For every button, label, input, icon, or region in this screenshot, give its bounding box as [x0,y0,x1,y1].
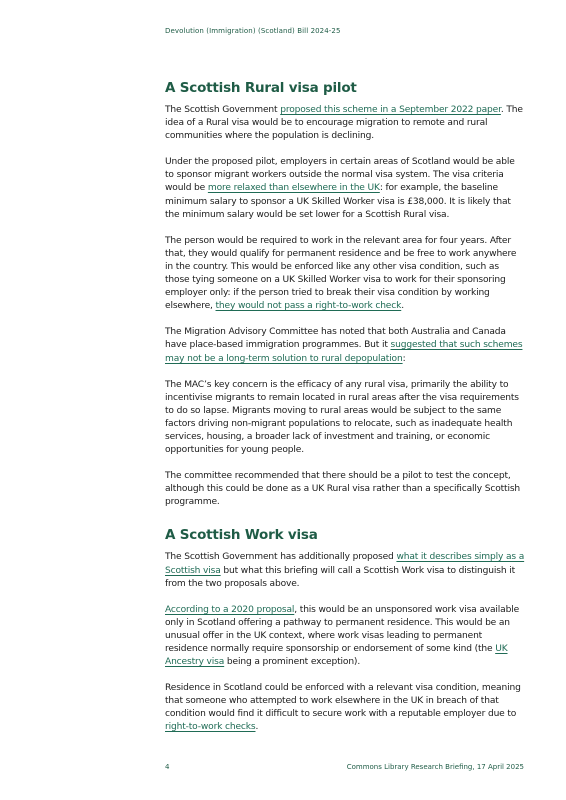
link-right-to-work-checks[interactable]: right-to-work checks [165,722,256,733]
paragraph: Residence in Scotland could be enforced with a relevant visa condition, meaning that someone who attempted to work elsewhere in the UK in breach of that condition would find it difficult to secure work with a reputable employer due to right-to-work checks. [165,683,521,733]
paragraph: The Scottish Government has additionally proposed what it describes simply as a Scottish visa but what this briefing will call a Scottish Work visa to distinguish it from the two proposals above. [165,552,525,589]
paragraph: The Migration Advisory Committee has noted that both Australia and Canada have place-based immigration programmes. But it suggested that such schemes may not be a long-term solution to rural depopulation: [165,327,523,364]
link-2020-proposal[interactable]: According to a 2020 proposal [165,604,295,615]
paragraph: The committee recommended that there should be a pilot to test the concept, although this could be done as a UK Rural visa rather than a specifically Scottish programme. [165,471,521,508]
paragraph: According to a 2020 proposal, this would be an unsponsored work visa available only in Scotland offering a pathway to permanent residence. This would be an unusual offer in the UK context, where work visas leading to permanent residence normally require sponsorship or endorsement of some kind (the UK Ancestry visa being a prominent exception). [165,604,520,668]
link-right-to-work-check[interactable]: they would not pass a right-to-work check [215,301,402,312]
footer-publication: Commons Library Research Briefing, 17 April 2025 [346,763,524,771]
link-september-2022-paper[interactable]: proposed this scheme in a September 2022 paper [280,105,501,115]
section-heading-work-visa: A Scottish Work visa [165,527,318,544]
link-more-relaxed[interactable]: more relaxed than elsewhere in the UK [207,183,380,194]
link-rural-depopulation[interactable]: suggested that such schemes may not be a long-term solution to rural depopulation [165,340,523,364]
link-scottish-visa[interactable]: what it describes simply as a Scottish visa [165,552,525,576]
paragraph: The Scottish Government proposed this scheme in a September 2022 paper. The idea of a Rural visa would be to encourage migration to remote and rural communities where the population is declining. [165,105,523,142]
main-content [165,80,525,748]
running-header: Devolution (Immigration) (Scotland) Bill 2024-25 [165,27,341,35]
link-uk-ancestry-visa[interactable]: UK Ancestry visa [165,644,508,668]
page-number: 4 [165,763,170,771]
paragraph: Under the proposed pilot, employers in certain areas of Scotland would be able to sponsor migrant workers outside the normal visa system. The visa criteria would be more relaxed than elsewhere in the UK: for example, the baseline minimum salary to sponsor a UK Skilled Worker visa is £38,000. It is likely that the minimum salary would be set lower for a Scottish Rural visa. [165,157,515,220]
paragraph-mac-concern: The MAC’s key concern is the efficacy of any rural visa, primarily the ability to incentivise migrants to remain located in rural areas after the visa requirements to do so lapse. Migrants moving to rural areas would be subject to the same factors driving non-migrant populations to relocate, such as inadequate health services, housing, a broader lack of investment and training, or economic opportunities for young people. [165,379,519,456]
paragraph: The person would be required to work in the relevant area for four years. After that, they would qualify for permanent residence and be free to work anywhere in the country. This would be enforced like any other visa condition, such as those tying someone on a UK Skilled Worker visa to work for their sponsoring employer only: if the person tried to break their visa condition by working elsewhere, they would not pass a right-to-work check. [165,235,517,312]
section-heading-rural-visa: A Scottish Rural visa pilot [165,80,357,96]
